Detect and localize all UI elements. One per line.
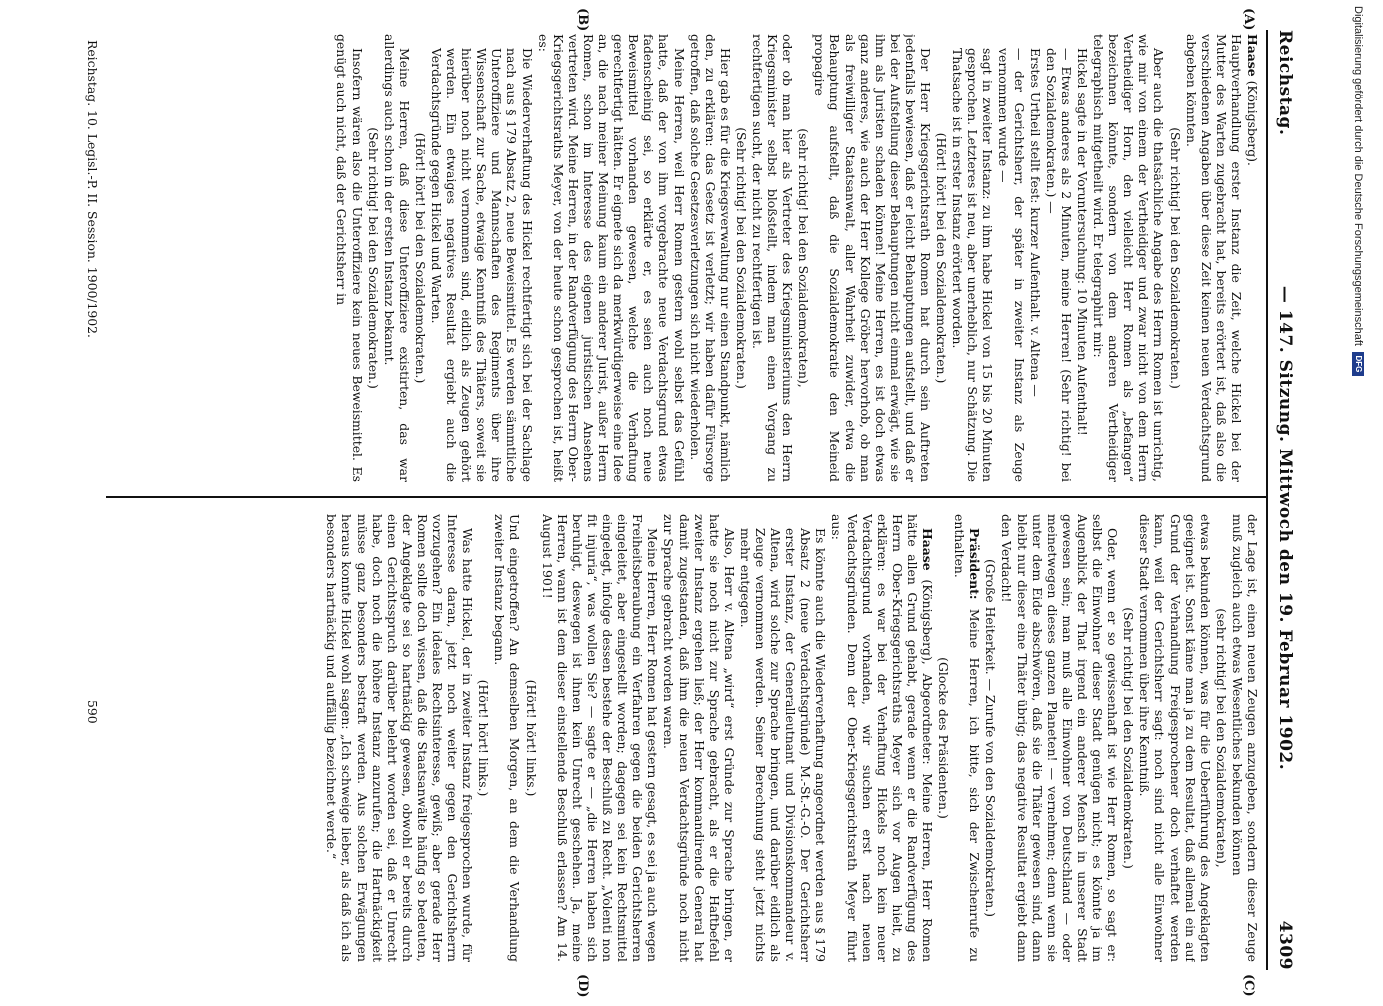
paragraph-text: Hier gab es für die Kriegsverwaltung nur einen Standpunkt, nämlich den, zu erklären: das Gesetz ist verletzt; wir haben dafür Fürsorge getroffen, daß solche Gesetzesverletzungen sich nicht wiederholen. — [687, 34, 733, 482]
paragraph-text: (Hört! hört! bei den Sozialdemokraten.) — [412, 132, 428, 384]
paragraph — [1230, 514, 1260, 962]
paragraph — [540, 514, 661, 962]
paragraph-text: Meine Herren, Herr Romen hat gestern gesagt, es sei ja auch wegen Freiheitsberaubung ein Verfahren gegen die beiden Gerichtsherren eingeleitet, aber eingestellt worden; dagegen sei kein Rechtsmittel eingelegt, infolge dessen bestehe der Beschluß zu Recht. „Volenti non fit injuria“, was wollen Sie? — sagte er — „die Herren haben sich beruhigt, deswegen ist ihnen kein Unrecht geschehen. Ja, meine Herren, wann ist dem dieser einstellende Beschluß erlassen? Am 14. August 1901! — [539, 514, 661, 962]
paragraph — [1091, 34, 1166, 482]
paragraph — [999, 514, 1120, 962]
paragraph-text: (Sehr richtig! bei den Sozialdemokraten.) — [733, 127, 749, 389]
speaker-name: Präsident: — [967, 528, 983, 600]
paragraph — [382, 34, 412, 482]
paragraph — [1167, 34, 1182, 482]
footer-page-number: 590 — [85, 700, 100, 724]
paragraph — [750, 34, 795, 482]
paragraph-text: Und eingetroffen? An demselben Morgen, an dem die Verhandlung zweiter Instanz begann. — [492, 514, 523, 962]
paragraph-text: Es könnte auch die Wiederverhaftung angeordnet werden aus § 179 Absatz 2 (neue Verdachtsgründe) M.-St.-G.-O. Der Gerichtsherr erster Instanz, der Generalleutnant und Divisionskommandeur v. Altena, wird solche zur Sprache bringen, und darüber eidlich als Zeuge vernommen werden. Seiner Berechnung steht jetzt nichts mehr entgegen. — [737, 528, 829, 962]
funding-note — [1350, 0, 1366, 1006]
paragraph — [1137, 514, 1212, 962]
speaker-name: Haase — [1245, 34, 1260, 77]
margin-mark-a: (A) — [1241, 8, 1256, 31]
paragraph-text: sagt in zweiter Instanz: zu ihm habe Hickel von 15 bis 20 Minuten gesprochen. Letzteres ist neu, aber unerheblich, nur Schätzung. Die Thatsache ist in erster Instanz erörtert worden. — [950, 48, 996, 482]
paragraph-text: (Hört! hört! links.) — [523, 679, 539, 797]
column-divider — [106, 496, 1266, 498]
paragraph — [1044, 34, 1074, 482]
paragraph-text: Meine Herren, ich bitte, sich der Zwischenrufe zu enthalten. — [952, 514, 983, 962]
header-rule — [1266, 30, 1268, 970]
paragraph — [334, 34, 364, 482]
paragraph — [1028, 34, 1043, 482]
paragraph-text: oder ob man hier als Vertreter des Kriegsministeriums den Herrn Kriegsminister selbst bloßstellt, indem man einen Vorgang zu rechtfertigen sucht, der nicht zu rechtfertigen ist. — [750, 34, 796, 482]
paragraph-text: (Große Heiterkeit. — Zurufe von den Sozialdemokraten.) — [983, 558, 999, 918]
paragraph — [324, 514, 475, 962]
paragraph — [934, 34, 949, 482]
header-center: — 147. Sitzung. Mittwoch den 19. Februar 1902. — [1275, 285, 1295, 771]
paragraph-text: Hauptverhandlung erster Instanz die Zeit, welche Hickel bei der Mutter des Warten zugebracht hat, bereits erörtert ist, daß also die verschiedenen Angaben über diese Zeit keinen neuen Verdachtsgrund abgeben könnten. — [1183, 34, 1244, 482]
paragraph-text: der Lage ist, einen neuen Zeugen anzugeben, sondern dieser Zeuge muß zugleich auch etwas Wesentliches bekunden können — [1229, 514, 1260, 962]
paragraph — [1214, 514, 1229, 962]
paragraph-text: (Sehr richtig! bei den Sozialdemokraten.) — [1167, 127, 1183, 389]
paragraph-text: (Königsberg). — [1245, 76, 1260, 166]
paragraph — [796, 34, 811, 482]
paragraph-text: etwas bekunden können, was für die Ueberführung des Angeklagten geeignet ist. Sonst käme man ja zu dem Resultat, daß allemal ein auf Grund der Verhandlung Freigesprochener doch verhaftet werden kann, weil der Gerichtsherr sagt: noch sind nicht alle Einwohner dieser Stadt vernommen über ihre Kenntniß. — [1137, 514, 1213, 962]
paragraph — [1245, 34, 1260, 482]
paragraph-text: — der Gerichtsherr, der später in zweiter Instanz als Zeuge vernommen wurde — — [996, 48, 1027, 482]
paragraph — [950, 34, 995, 482]
paragraph-text: Also, Herr v. Altena „wird“ erst Gründe zur Sprache bringen, er hatte sie noch nicht zur Sprache gebracht, als er die Haftbefehl zweiter Instanz ergehen ließ; der Herr kommandirende General hat damit zugestanden, daß ihm die neuen Verdachtsgründe noch nicht zur Sprache gebracht worden waren. — [661, 514, 737, 962]
paragraph-text: Der Herr Kriegsgerichtsrath Romen hat durch sein Auftreten jedenfalls bewiesen, daß er leicht Behauptungen aufstellt, und daß er bei der Aufstellung dieser Behauptungen nicht einmal erwägt, wie sie ihm als Juristen schaden können! Meine Herren, es ist doch etwas ganz anderes, wie auch der Herr Kollege Gröber hervorhob, ob man als freiwilliger Staatsanwalt, aller Wahrheit zuwider, etwa die Behauptung aufstellt, daß die Sozialdemokratie den Meineid propagire — [812, 34, 934, 482]
paragraph-text: (Glocke des Präsidenten.) — [936, 657, 952, 819]
paragraph-text: Hickel sagte in der Voruntersuchung: 10 Minuten Aufenthalt! — [1074, 48, 1090, 436]
speaker-name: Haase — [920, 528, 936, 571]
footer-source: Reichstag. 10. Legisl.-P. II. Session. 1900/1902. — [85, 40, 100, 338]
paragraph — [829, 514, 935, 962]
paragraph — [661, 514, 736, 962]
paragraph-text: (Sehr richtig! bei den Sozialdemokraten.) — [1121, 607, 1137, 869]
paragraph-text: — Etwas anderes als 2 Minuten, meine Herren! (Sehr richtig! bei den Sozialdemokraten.) — — [1043, 48, 1074, 482]
paragraph-text: Meine Herren, daß diese Unteroffiziere existirten, das war allerdings auch schon in der ersten Instanz bekannt. — [381, 34, 412, 482]
funding-text: Digitalisierung gefördert durch die Deutsche Forschungsgemeinschaft — [1352, 6, 1364, 346]
paragraph-text: (sehr richtig! bei den Sozialdemokraten), — [796, 128, 812, 388]
paragraph — [366, 34, 381, 482]
margin-mark-b: (B) — [575, 8, 590, 32]
paragraph-text: Meine Herren, weil Herr Romen gestern wohl selbst das Gefühl hatte, daß der von ihm vorgebrachte neue Verdachtsgrund etwas fadenscheinig sei, so erklärte er, es seien auch noch neue Beweismittel vorhanden gewesen, welche die Verhaftung gerechtfertigt hätten. Er eignete sich da merkwürdigerweise eine Idee an, die nach meiner Meinung kaum ein anderer Jurist, außer Herrn Romen, schon im Interesse des eigenen juristischen Ansehens vertreten wird. Meine Herren, in der Randverfügung des Herrn Ober-Kriegsgerichtsraths Meyer, von der heute schon gesprochen ist, heißt es: — [535, 34, 687, 482]
paragraph — [524, 514, 539, 962]
paragraph-text: (Hört! hört! links.) — [476, 679, 492, 797]
page-header — [1272, 30, 1298, 970]
paragraph — [936, 514, 951, 962]
paragraph — [996, 34, 1026, 482]
paragraph-text: Erstes Urtheil stellt fest: kurzer Aufenthalt. v. Altena — — [1027, 48, 1043, 397]
paragraph — [983, 514, 998, 962]
paragraph — [492, 514, 522, 962]
paragraph-text: (Hört! hört! bei den Sozialdemokraten.) — [934, 132, 950, 384]
paragraph-text: Oder, wenn er so gewissenhaft ist wie Herr Romen, so sagt er: selbst die Einwohner dieser Stadt genügen nicht; es könnte ja im Augenblick der That irgend ein anderer Mensch in unserer Stadt gewesen sein; man muß alle Einwohner von Deutschland — oder meinetwegen dieses ganzen Planeten! — vernehmen; denn wenn sie unter dem Eide abschwören, daß sie die Thäter gewesen sind, dann bleibt nur dieser eine Thäter übrig; das negative Resultat ergiebt dann den Verdacht! — [999, 514, 1121, 962]
left-column — [110, 34, 1260, 482]
header-page-number: 4309 — [1275, 920, 1295, 970]
paragraph — [476, 514, 491, 962]
paragraph — [536, 34, 687, 482]
paragraph — [812, 34, 933, 482]
paragraph-text: (Sehr richtig! bei den Sozialdemokraten.) — [365, 127, 381, 389]
paragraph — [734, 34, 749, 482]
paragraph-text: (Königsberg), Abgeordneter: Meine Herren, Herr Romen hätte allen Grund gehabt, gerade wenn er die Randverfügung des Herrn Ober-Kriegsgerichtsraths Meyer sich vor Augen hielt, zu erklären: es war bei der Verhaftung Hickels noch kein neuer Verdachtsgrund vorhanden, wir suchen erst nach neuen Verdachtsgründen. Denn der Ober-Kriegsgerichtsrath Meyer führt aus: — [829, 514, 936, 962]
right-column — [110, 514, 1260, 962]
paragraph — [1121, 514, 1136, 962]
dfg-logo: DFG — [1352, 352, 1364, 376]
paragraph — [738, 514, 829, 962]
rotated-page — [10, 0, 1310, 1000]
paragraph — [429, 34, 535, 482]
paragraph-text: Was hatte Hickel, der in zweiter Instanz freigesprochen wurde, für Interesse daran, jetzt noch weiter gegen den Gerichtsherrn vorzugehen? Ein ideales Rechtsinteresse, gewiß; aber gerade Herr Romen sollte doch wissen, daß die Staatsanwälte häufig so bedeuten, der Angeklagte sei so hartnäckig gewesen, obwohl er bereits durch einen Gerichtsspruch darüber belehrt worden sei, daß er Unrecht habe, doch noch die höhere Instanz anzurufen; die Hartnäckigkeit müsse ganz besonders bestraft werden. Aus solchen Erwägungen heraus konnte Hickel wohl sagen: „Ich schweige lieber, als daß ich als besonders hartnäckig und auffällig bezeichnet werde.“ — [324, 514, 476, 962]
paragraph — [952, 514, 982, 962]
paragraph — [413, 34, 428, 482]
paragraph-text: Die Wiederverhaftung des Hickel rechtfertigt sich bei der Sachlage nach aus § 179 Absatz 2, neue Beweismittel. Es werden sämmtliche Unteroffiziere und Mannschaften des Regiments über ihre Wissenschaft zur Sache, etwaige Kenntniß des Thäters, soweit sie hierüber noch nicht vernommen sind, eidlich als Zeugen gehört werden. Ein etwaiges negatives Resultat ergiebt auch die Verdachtsgründe gegen Hickel und Warten. — [429, 48, 535, 482]
paragraph — [688, 34, 733, 482]
paragraph-text: Aber auch die thatsächliche Angabe des Herrn Romen ist unrichtig, wie mir von einem der Vertheidiger und zwar nicht von dem Herrn Vertheidiger Horn, den vielleicht Herr Romen als „befangen“ bezeichnen könnte, sondern von dem anderen Vertheidiger telegraphisch mitgetheilt wird. Er telegraphirt mir: — [1091, 34, 1167, 482]
paragraph — [1184, 34, 1244, 482]
header-left: Reichstag. — [1275, 30, 1295, 136]
paragraph-text: Insofern wären also die Unteroffiziere kein neues Beweismittel. Es genügt auch nicht, daß der Gerichtsherr in — [334, 34, 365, 482]
margin-mark-c: (C) — [1241, 974, 1256, 997]
paragraph-text: (sehr richtig! bei den Sozialdemokraten), — [1213, 608, 1229, 868]
margin-mark-d: (D) — [575, 974, 590, 998]
paragraph — [1075, 34, 1090, 482]
